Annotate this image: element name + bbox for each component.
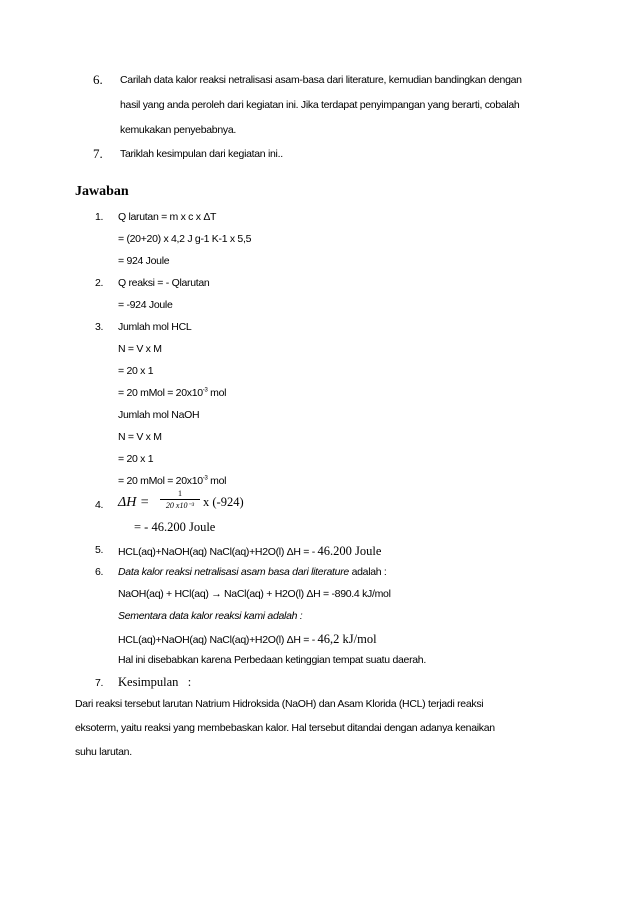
fraction-denominator: 20 x10⁻³	[165, 501, 195, 510]
answer-5-number: 5.	[95, 544, 104, 556]
answer-3-naoh-title: Jumlah mol NaOH	[118, 409, 200, 421]
conclusion-line-2: eksoterm, yaitu reaksi yang membebaskan kalor. Hal tersebut ditandai dengan adanya kenaikan	[75, 722, 495, 734]
question-7-text: Tariklah kesimpulan dari kegiatan ini..	[120, 148, 283, 160]
answer-4-fraction	[160, 489, 200, 510]
fraction-numerator: 1	[178, 489, 182, 498]
answer-3-naoh-calc: = 20 x 1	[118, 453, 154, 465]
answer-3-hcl-title: Jumlah mol HCL	[118, 321, 192, 333]
answer-3-hcl-calc: = 20 x 1	[118, 365, 154, 377]
answer-3-hcl-result: = 20 mMol = $20x10^{-3}$ mol	[118, 387, 227, 399]
answer-3-number: 3.	[95, 321, 104, 333]
answer-1-line-2: = (20+20) x 4,2 J g-1 K-1 x 5,5	[118, 233, 252, 245]
answer-6-line-1: Data kalor reaksi netralisasi asam basa dari literature adalah :	[118, 566, 387, 578]
answer-3-naoh-formula: N = V x M	[118, 431, 162, 443]
question-6-line-1: Carilah data kalor reaksi netralisasi asam-basa dari literature, kemudian bandingkan dengan	[120, 74, 522, 86]
answer-6-line-5: Hal ini disebabkan karena Perbedaan ketinggian tempat suatu daerah.	[118, 654, 426, 666]
question-6-line-3: kemukakan penyebabnya.	[120, 124, 236, 136]
answer-3-naoh-result: = 20 mMol = $20x10^{-3}$ mol	[118, 475, 227, 487]
conclusion-line-1: Dari reaksi tersebut larutan Natrium Hidroksida (NaOH) dan Asam Klorida (HCL) terjadi reaksi	[75, 698, 484, 710]
jawaban-heading: Jawaban	[75, 184, 129, 199]
question-6-number: 6.	[93, 72, 103, 87]
answer-5-equation: HCL(aq)+NaOH(aq) NaCl(aq)+H2O(l) ΔH = - 46.200 Joule	[118, 544, 382, 558]
answer-1-number: 1.	[95, 211, 104, 223]
answer-4-lhs: ΔH =	[118, 495, 150, 510]
answer-4-number: 4.	[95, 499, 104, 511]
conclusion-line-3: suhu larutan.	[75, 746, 132, 758]
answer-7-number: 7.	[95, 677, 104, 689]
fraction-bar	[160, 499, 200, 500]
answer-1-line-3: = 924 Joule	[118, 255, 170, 267]
answer-6-line-4: HCL(aq)+NaOH(aq) NaCl(aq)+H2O(l) ΔH = - 46,2 kJ/mol	[118, 632, 377, 646]
answer-7-label: Kesimpulan :	[118, 675, 192, 689]
answer-6-number: 6.	[95, 566, 104, 578]
question-7-number: 7.	[93, 146, 103, 161]
answer-1-line-1: Q larutan = m x c x ΔT	[118, 211, 217, 223]
answer-2-number: 2.	[95, 277, 104, 289]
answer-6-line-2: NaOH(aq) + HCl(aq) → NaCl(aq) + H2O(l) ΔH = -890.4 kJ/mol	[118, 588, 391, 600]
answer-4-rhs: x (-924)	[203, 495, 244, 509]
answer-3-hcl-formula: N = V x M	[118, 343, 162, 355]
question-6-line-2: hasil yang anda peroleh dari kegiatan ini. Jika terdapat penyimpangan yang berarti, cobalah	[120, 99, 520, 111]
answer-2-line-2: = -924 Joule	[118, 299, 173, 311]
answer-6-line-3: Sementara data kalor reaksi kami adalah :	[118, 610, 303, 622]
answer-4-result: = - 46.200 Joule	[134, 520, 216, 534]
answer-2-line-1: Q reaksi = - Qlarutan	[118, 277, 210, 289]
